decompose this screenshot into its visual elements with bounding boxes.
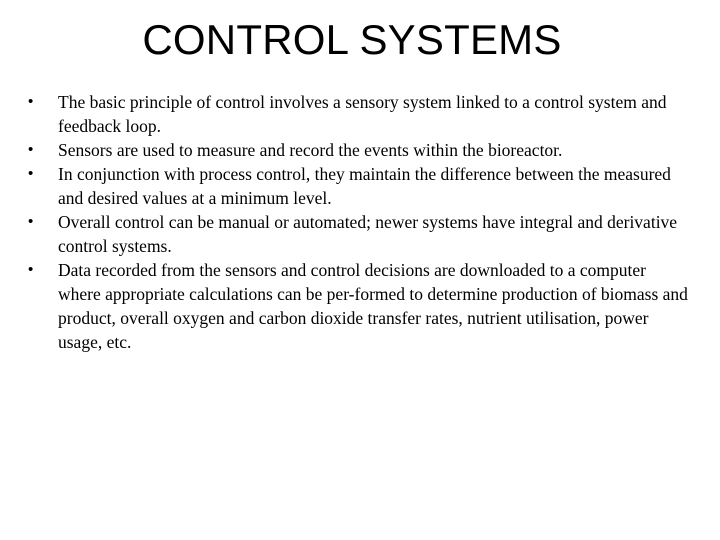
slide-title: CONTROL SYSTEMS [142,16,562,63]
bullet-item [28,162,688,210]
bullet-icon: • [28,261,34,278]
bullet-text: Overall control can be manual or automated; newer systems have integral and derivative control systems. [58,212,678,256]
bullet-item [28,138,688,162]
bullet-item [28,258,688,354]
bullet-item [28,90,688,138]
bullet-text: Sensors are used to measure and record the events within the bioreactor. [58,140,563,160]
bullet-icon: • [28,141,34,158]
bullet-text: Data recorded from the sensors and control decisions are downloaded to a computer where appropriate calculations can be per-formed to determine production of biomass and product, overall oxygen and carbon dioxide transfer rates, nutrient utilisation, power usage, etc. [58,260,688,352]
bullet-icon: • [28,165,34,182]
bullet-list [28,90,688,354]
bullet-text: The basic principle of control involves a sensory system linked to a control system and feedback loop. [58,92,667,136]
bullet-item [28,210,688,258]
bullet-text: In conjunction with process control, they maintain the difference between the measured and desired values at a minimum level. [58,164,671,208]
bullet-icon: • [28,93,34,110]
bullet-icon: • [28,213,34,230]
